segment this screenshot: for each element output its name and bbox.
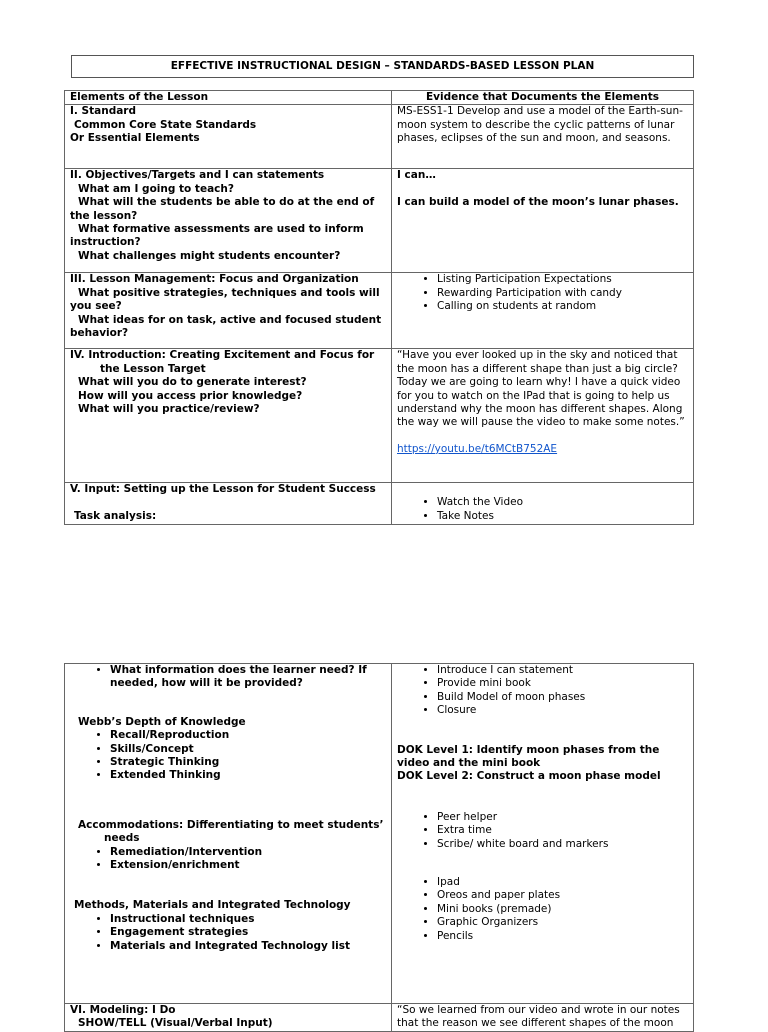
input-list <box>397 496 688 523</box>
task-analysis-label: Task analysis: <box>74 509 157 522</box>
dok-level-2: DOK Level 2: Construct a moon phase model <box>397 770 661 783</box>
info-question-list <box>70 664 386 691</box>
list-item: • Extended Thinking <box>110 769 386 782</box>
introduction-question-1: What will you do to generate interest? <box>78 376 307 389</box>
accommodations-evidence-list <box>397 811 688 851</box>
list-item: • Materials and Integrated Technology list <box>110 940 386 953</box>
list-item: • Oreos and paper plates <box>437 889 688 902</box>
management-question-1: What positive strategies, techniques and tools will you see? <box>70 286 380 313</box>
modeling-evidence: “So we learned from our video and wrote in our notes that the reason we see different shapes of the moon <box>392 1004 694 1032</box>
standard-heading: I. Standard <box>70 105 136 118</box>
row-modeling <box>65 1004 694 1032</box>
i-can-statement: I can build a model of the moon’s lunar phases. <box>397 195 679 208</box>
introduction-heading: IV. Introduction: Creating Excitement and Focus for the Lesson Target <box>70 349 375 375</box>
objectives-question-4: What challenges might students encounter? <box>78 249 341 262</box>
row-input-continued <box>65 664 694 1004</box>
webb-heading: Webb’s Depth of Knowledge <box>78 715 246 728</box>
modeling-heading: VI. Modeling: I Do <box>70 1004 176 1016</box>
objectives-question-1: What am I going to teach? <box>78 182 234 195</box>
header-elements: Elements of the Lesson <box>65 91 392 105</box>
document-title: EFFECTIVE INSTRUCTIONAL DESIGN – STANDARDS-BASED LESSON PLAN <box>71 55 694 78</box>
list-item: • Take Notes <box>437 510 688 523</box>
introduction-quote: “Have you ever looked up in the sky and noticed that the moon has a different shape than just a big circle? Today we are going to learn why! I have a quick video for you to watch on the IPad that is going to help us understand why the moon has different shapes. Along the way we will pause the video to make some notes.” <box>397 349 685 429</box>
management-question-2: What ideas for on task, active and focused student behavior? <box>70 313 382 340</box>
list-item: • Provide mini book <box>437 677 688 690</box>
list-item: • Calling on students at random <box>437 300 688 313</box>
list-item: • Strategic Thinking <box>110 756 386 769</box>
list-item: • Mini books (premade) <box>437 903 688 916</box>
list-item: • Peer helper <box>437 811 688 824</box>
management-heading: III. Lesson Management: Focus and Organization <box>70 273 359 286</box>
objectives-question-3: What formative assessments are used to inform instruction? <box>70 223 364 249</box>
objectives-heading: II. Objectives/Targets and I can statements <box>70 169 325 182</box>
list-item: • Rewarding Participation with candy <box>437 287 688 300</box>
row-standard <box>65 105 694 169</box>
objectives-cell <box>65 169 392 273</box>
objectives-evidence <box>392 169 694 273</box>
lesson-plan-table-page2 <box>64 663 694 1032</box>
standard-evidence: MS-ESS1-1 Develop and use a model of the Earth-sun-moon system to describe the cyclic patterns of lunar phases, eclipses of the sun and moon, and seasons. <box>392 105 694 169</box>
list-item: • Skills/Concept <box>110 743 386 756</box>
introduction-question-2: How will you access prior knowledge? <box>78 389 303 402</box>
materials-list <box>397 876 688 943</box>
list-item: • Engagement strategies <box>110 926 386 939</box>
modeling-subheading: SHOW/TELL (Visual/Verbal Input) <box>78 1017 273 1030</box>
input-continued-evidence <box>392 664 694 1004</box>
row-introduction <box>65 349 694 483</box>
list-item: • Ipad <box>437 876 688 889</box>
list-item: • Recall/Reproduction <box>110 729 386 742</box>
video-link[interactable]: https://youtu.be/t6MCtB752AE <box>397 442 558 455</box>
modeling-cell <box>65 1004 392 1032</box>
introduction-cell <box>65 349 392 483</box>
standard-cell <box>65 105 392 169</box>
list-item: • Instructional techniques <box>110 913 386 926</box>
row-management <box>65 273 694 349</box>
standard-line-2: Or Essential Elements <box>70 132 200 145</box>
methods-list <box>70 913 386 953</box>
steps-list <box>397 664 688 718</box>
management-list <box>397 273 688 313</box>
list-item: • Listing Participation Expectations <box>437 273 688 286</box>
header-evidence: Evidence that Documents the Elements <box>392 91 694 105</box>
management-evidence <box>392 273 694 349</box>
introduction-evidence <box>392 349 694 483</box>
accommodations-heading: Accommodations: Differentiating to meet students’ needs <box>78 818 384 845</box>
dok-level-1: DOK Level 1: Identify moon phases from the video and the mini book <box>397 743 660 770</box>
list-item: • Extra time <box>437 824 688 837</box>
list-item: • Extension/enrichment <box>110 859 386 872</box>
list-item: • Introduce I can statement <box>437 664 688 677</box>
list-item: • Pencils <box>437 930 688 943</box>
management-cell <box>65 273 392 349</box>
input-evidence <box>392 483 694 525</box>
list-item: • Closure <box>437 704 688 717</box>
row-objectives <box>65 169 694 273</box>
input-continued-cell <box>65 664 392 1004</box>
table-header-row <box>65 91 694 105</box>
list-item: • Watch the Video <box>437 496 688 509</box>
info-question: • What information does the learner need? If needed, how will it be provided? <box>110 664 386 691</box>
list-item: • Scribe/ white board and markers <box>437 838 688 851</box>
input-heading: V. Input: Setting up the Lesson for Student Success <box>70 483 376 496</box>
accommodations-list <box>70 846 386 873</box>
lesson-plan-table-page1 <box>64 90 694 525</box>
input-cell <box>65 483 392 525</box>
objectives-question-2: What will the students be able to do at the end of the lesson? <box>70 196 375 222</box>
list-item: • Build Model of moon phases <box>437 691 688 704</box>
webb-list <box>70 729 386 783</box>
methods-heading: Methods, Materials and Integrated Technology <box>74 899 351 912</box>
list-item: • Graphic Organizers <box>437 916 688 929</box>
list-item: • Remediation/Intervention <box>110 846 386 859</box>
introduction-question-3: What will you practice/review? <box>78 403 260 416</box>
row-input <box>65 483 694 525</box>
i-can-label: I can… <box>397 169 436 182</box>
standard-line-1: Common Core State Standards <box>74 118 257 131</box>
